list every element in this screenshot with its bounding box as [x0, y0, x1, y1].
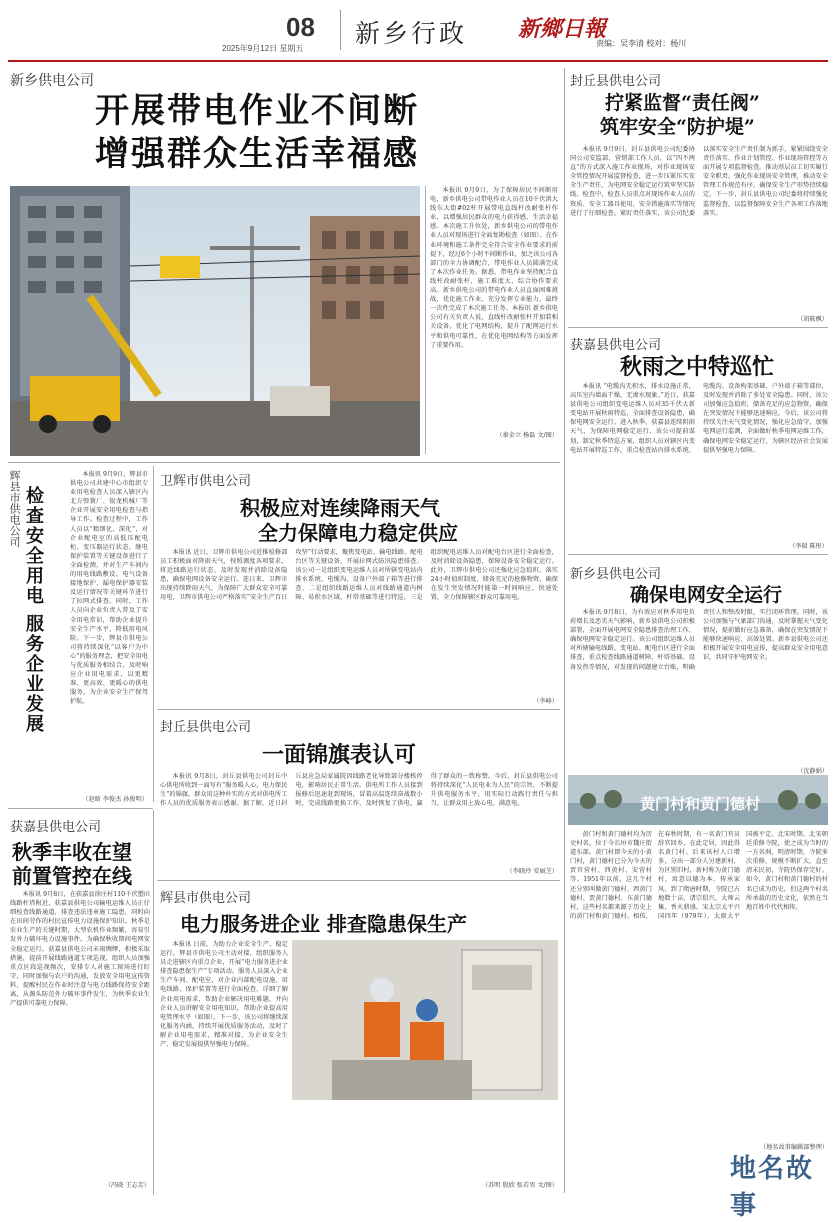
weihui-body: 本报讯 近日，卫辉市供电公司近推检修部员工积极面对降雨天气，按照调度各项要求，将近线路运行状态、及时发现并消除设备隐患，确保电网设备安全运行。连日来，卫辉市出现持续降雨天气，为保障广大群众安全可靠用电，卫辉市供电公司严格落实“安全生产百日攻坚”行动要求，聚焦变电站、输电线路、配电台区等关键设备，开展拉网式防汛隐患排查。该公司一是组织变电运维人员对所辖变电站内排水系统、电缆沟、设备户外端子箱等进行排查，二是组织线路运维人员对线路通道内树障、易积水区域、杆塔基础等进行特巡，三是组织配电运维人员对配电台区进行全面检查，及时消除设备隐患，保障设备安全稳定运行。此外，卫辉市供电公司还强化应急值班，落实24小时值班制度，储备充足的抢修物资，确保在发生突发情况时能第一时间响应、快速处置，全力保障辖区群众可靠用电。: [160, 549, 558, 602]
fengqiu-banner-kicker: 封丘县供电公司: [160, 720, 252, 735]
place-story-body: 黄门村和黄门德村均为历史村名，位于今长垣市魏庄街道东部。黄门村即今天的小黄门村，黄门德村已分为今天的贾官营村、西黄村、安营村等。1951年以前，这几个村还分别叫做黄门德村、西黄门德村、贾黄门德村、东黄门德村，这些村名都来源于历史上的黄门村和黄门德村。相传，在春秋时期，有一名黄门官员辞官回乡，在此定居，因此得名黄门村。后来该村人口增多，分出一部分人另建新村，为区别旧村，新村称为黄门德村，寓意以德为本，传承家风。到了隋唐时期，寺院已占地数十亩，诸宗俱兴，大师云集，香火鼎盛。宋太宗太平兴国四年（979年），太原大平国被平定。北宋时期，北宋朝廷重修寺院，使之成为当时的一方名刹。明清时期，寺院多次重修，规模不断扩大，直至清末民初，寺院仍保存完好。如今，黄门村和黄门德村的村名已成为历史，但这两个村名所承载的历史文化，依然在当地百姓中代代相传。: [570, 831, 828, 920]
fengqiu-watch-title-1: 拧紧监督“责任阀”: [605, 92, 760, 114]
huixian-power-byline: （苏明 殷欣 张若男 文/图）: [481, 1182, 558, 1189]
page-number: 08: [286, 12, 315, 42]
lead-kicker: 新乡供电公司: [10, 73, 94, 89]
place-story-byline: （地名故事编辑部整理）: [759, 1144, 828, 1151]
fengqiu-watch-title-2: 筑牢安全“防护堤”: [600, 116, 755, 138]
lead-byline: （秦金立 杨磊 文/图）: [496, 432, 558, 439]
divider-4: [157, 709, 560, 710]
divider-2: [568, 554, 828, 555]
huixian-power-body-cont: [292, 1104, 558, 1176]
huixian-power-title: 电力服务进企业 排查隐患保生产: [180, 912, 467, 936]
weihui-title-1: 积极应对连续降雨天气: [240, 496, 440, 520]
huixian-power-body: 本报讯 日前，为助力企业安全生产、稳定运行，辉县市供电公司主动对接，组织服务人员走进辖区内重点企业，开展“电力服务进企业 排查隐患保生产”专项活动。服务人员深入企业生产车间、配电室，对企业内部配电设施、用电线路、保护装置等进行全面检查，详细了解企业用电需求，帮助企业解决用电难题，并向企业人员讲解安全用电知识，帮助企业提高用电管理水平（如图）。下一步，该公司将继续深化服务内涵，持续开展优质服务活动，及时了解企业用电需求，精准对接，为企业安全生产、稳定发展提供坚强电力保障。: [160, 941, 288, 1049]
header-rule: [8, 60, 828, 62]
xinxiang-county-title: 确保电网安全运行: [630, 584, 783, 606]
xinxiang-county-byline: （沈静娟）: [797, 768, 828, 775]
divider-3: [8, 462, 560, 463]
right-column-rule: [564, 68, 565, 1193]
lead-title-2: 增强群众生活幸福感: [95, 134, 419, 174]
huojia-patrol-kicker: 获嘉县供电公司: [570, 338, 662, 353]
place-story-logo: 地名故事: [730, 1154, 815, 1221]
huixian-power-photo: [292, 940, 558, 1100]
weihui-kicker: 卫辉市供电公司: [160, 474, 252, 489]
divider-5: [8, 808, 153, 809]
section-title: 新乡行政: [355, 19, 468, 48]
huixian-inspect-body: 本报讯 9月9日，辉县市供电公司共建中心市组织专业用电检查人员深入辖区内北方弹簧厂、银龙机械厂等企业开展安全用电检查与指导工作。检查过程中，工作人员以“精细化、深化”，对企业配电室的高低压配电柜、变压器运行状态、继电保护装置等关键设备进行了全面检测，并对生产车间内的用电线路敷设、电气设备接地保护、漏电保护器安装及运行情况等关键环节进行了拉网式排查。同时，工作人员向企业负责人普及了安全用电常识，帮助企业提升安全生产水平，降低用电风险。下一步，辉县市供电公司将持续深化“以客户为中心”的服务理念，把安全用电与优质服务相结合，及时响应企业用电需求，以更精准、更高效、更暖心的供电服务，为企业安全生产保驾护航。: [70, 471, 148, 706]
huojia-harvest-byline: （冯晓 王志芳）: [104, 1182, 150, 1189]
lead-photo: [10, 186, 420, 456]
header-divider: [340, 10, 341, 50]
huixian-power-kicker: 辉县市供电公司: [160, 891, 252, 906]
fengqiu-banner-byline: （李晓玲 安丽芝）: [506, 868, 558, 875]
huojia-harvest-title-1: 秋季丰收在望: [12, 840, 132, 864]
huojia-harvest-body: 本报讯 9月8日，在获嘉县徐庄村110千伏塑田线路杆塔附近，获嘉县供电公司输电运维人员正仔细检查线路通道，排查违法违章施工隐患，同时向在田间劳作的村民宣传电力设施保护知识。秋季是农业生产的关键时期，大型农机作业频繁，容易引发外力破坏电力设施事件。为确保秋收期间电网安全稳定运行，获嘉县供电公司未雨绸缪，积极采取措施，提前开展线路通道专项巡视，组织人员加强重点区段巡视频次，安排专人对施工现场进行盯守，同时加强与农户的沟通，发放安全用电宣传资料，提醒村民在作业时注意与电力线路保持安全距离，从源头防范外力破坏事件发生，为秋季农业生产提供可靠电力保障。: [10, 891, 150, 1008]
weihui-byline: （李峰）: [533, 698, 558, 705]
huixian-inspect-byline: （赵晗 李俊杰 孙俊明）: [82, 796, 148, 803]
date-line: 2025年9月12日 星期五: [222, 44, 304, 53]
divider-6: [157, 880, 560, 881]
street-scene-image: [10, 186, 420, 456]
lead-title-1: 开展带电作业不间断: [95, 91, 419, 131]
xinxiang-county-body: 本报讯 9月8日，为有效应对秋季用电负荷增长及恶劣天气影响，新乡县供电公司积极部署，全面开展电网安全隐患排查治理工作，确保电网安全稳定运行。该公司组织运维人员对所辖输电线路、变电站、配电台区进行全面排查，重点检查线路通道树障、杆塔基础、设备发热等情况，对发现的问题建立台账，明确责任人和整改时限，实行闭环管理。同时，该公司加强与气象部门沟通，及时掌握天气变化情况，提前做好应急准备，确保在突发情况下能够快速响应、高效处置。新乡县供电公司还积极开展安全用电宣传，提高群众安全用电意识，共同守护电网安全。: [570, 609, 828, 671]
lead-body: 本报讯 9月9日，为了保障居民不间断用电，新乡供电公司带电作业人员在10千伏洪大线东大街#02杆开展带电直线杆改耐张杆作业，以增强居民群众的电力获得感、生活幸福感。本次施工升位处，新乡供电公司的带电作业人员对现场进行全面复勘检查（如图）。在作业环境和施工条件完全符合安全作业要求的前提下，经过6个小时不间断作业，加之该公司各部门的全力协调配合，带电作业人员圆满完成了本次作业任务。据悉，带电作业坚持配合直线杆改耐张杆，施工难度大、综合协作要求高。新乡供电公司的带电作业人员直面困难挑战，优化施工作业、充分发挥专业能力，最终一次性完成了本次施工任务。本报讯 新乡供电公司有关负责人说，直线杆改耐张杆开加装相关设备，优化了电网结构，提升了配网运行水平和供电可靠性，在优化电网结构等方面发挥了重要作用。: [430, 187, 558, 349]
left-column-rule: [153, 466, 154, 802]
electricians-photo: [292, 940, 558, 1100]
huojia-patrol-body: 本报讯 “电缆沟无积水，排水设施正常，高压室内墙面干燥，无渗水现象。”近日，获嘉县供电公司组织变电运维人员对35千伏大新变电站开展秋雨特巡，全面排查设备隐患，确保电网安全运行。进入秋季，获嘉县连续阴雨天气，为保障电网稳定运行，该公司提前谋划，制定秋季特巡方案，组织人员对辖区内变电站开展特巡工作，重点检查站内排水系统、电缆沟、设备构架基础、户外端子箱等部位，及时发现并消除了多处安全隐患。同时，该公司加强应急值班，储备充足的应急物资，确保在突发情况下能够迅速响应。今后，该公司将持续关注天气变化情况，强化应急值守，加强电网运行监测，全面做好秋季电网运维工作，确保电网安全稳定运行，为辖区经济社会发展提供坚强电力保障。: [570, 383, 828, 454]
fengqiu-watch-kicker: 封丘县供电公司: [570, 74, 662, 89]
newspaper-logo: 新鄉日報: [518, 17, 607, 42]
huojia-harvest-title-2: 前置管控在线: [12, 864, 132, 888]
fengqiu-banner-title: 一面锦旗表认可: [262, 742, 417, 768]
left-column-rule-2: [153, 810, 154, 1195]
huojia-patrol-byline: （李瑞 陈彤）: [788, 543, 828, 550]
fengqiu-watch-byline: （胡筱枫）: [797, 316, 828, 323]
huixian-inspect-kicker: 辉县市供电公司: [8, 470, 21, 547]
huojia-harvest-kicker: 获嘉县供电公司: [10, 820, 102, 835]
weihui-title-2: 全力保障电力稳定供应: [258, 521, 458, 545]
xinxiang-county-kicker: 新乡县供电公司: [570, 567, 662, 582]
fengqiu-banner-body: 本报讯 9月8日，封丘县供电公司封丘中心供电所收到一面写有“服务暖人心，电力保民生”的锦旗，群众用这种朴实的方式对供电所工作人员的优质服务表示感谢。据了解，近日封丘县应急局家属院因线路老化导致部分楼栋停电，影响居民正常生活。供电所工作人员接到报修后迅速赶到现场，冒着高温连续奋战数小时，完成线路更换工作，及时恢复了供电，赢得了群众的一致称赞。今后，封丘县供电公司将持续深化“人民电业为人民”的宗旨，不断提升供电服务水平，用实际行动践行责任与担当，让群众用上放心电、满意电。: [160, 773, 558, 808]
huixian-inspect-title: 检查安全用电 服务企业发展: [23, 486, 44, 735]
divider-1: [568, 327, 828, 328]
place-story-title: 黄门村和黄门德村: [639, 795, 760, 813]
lead-column-rule: [425, 186, 426, 454]
editor-line: 责编：吴李清 校对：杨川: [596, 39, 687, 48]
huojia-patrol-title: 秋雨之中特巡忙: [620, 354, 775, 380]
fengqiu-watch-body: 本报讯 9月9日，封丘县供电公司纪委协同公司安监部、营销部工作人员，以“四不两直”的方式深入施工作业现场，对作业现场安全管控情况开展监督检查，进一步压紧压实安全生产责任，为电网安全稳定运行筑牢坚实防线。检查中，检查人员重点对现场作业人员的资质、安全工器具使用、安全措施落实等情况进行了仔细检查。紧盯责任落实，该公司纪委以落实安全生产责任制为抓手，紧紧围绕安全责任落实、作业计划管控、作业现场管控等方面开展专项监督检查。推动基层员工切实履行安全职责。强化作业现场安全管理，推动安全管理工作规范有序，确保安全生产形势持续稳定。下一步，封丘县供电公司纪委将持续强化监督检查，以监督保障安全生产各项工作落地落实。: [570, 146, 828, 217]
